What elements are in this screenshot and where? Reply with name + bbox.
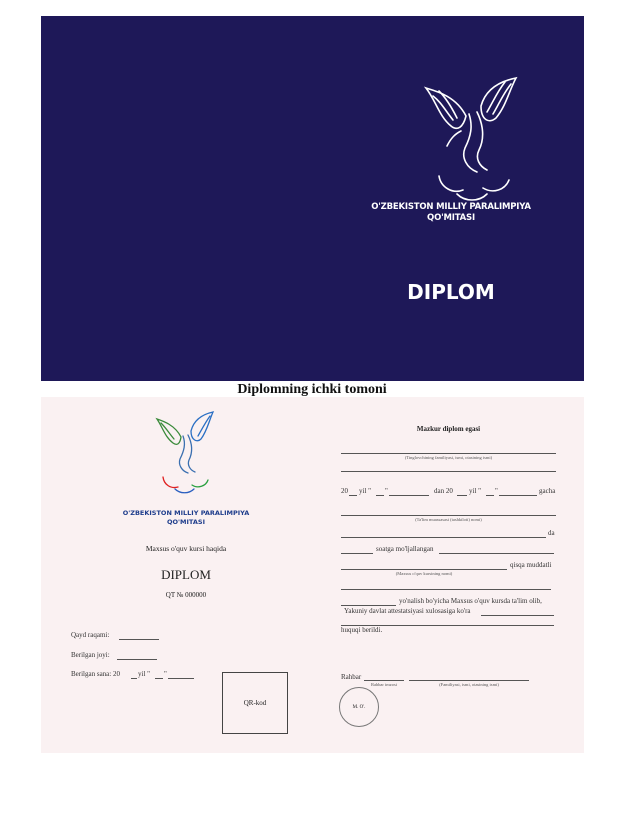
until-label: gacha bbox=[539, 487, 556, 495]
fullname-line bbox=[409, 680, 529, 681]
to-year-line bbox=[457, 495, 467, 496]
from-year-line bbox=[349, 495, 357, 496]
from-year-prefix: 20 bbox=[341, 487, 348, 495]
seal-circle bbox=[339, 687, 379, 727]
institution-line bbox=[341, 515, 556, 516]
inner-caption: Diplomning ichki tomoni bbox=[237, 382, 387, 397]
from-month-line bbox=[389, 495, 429, 496]
final-label: Yakuniy davlat attestatsiyasi xulosasiga ko'ra bbox=[344, 607, 471, 615]
name-hint: (Tinglovchining familiyasi, ismi, otasining ismi) bbox=[404, 455, 493, 460]
reg-number-line bbox=[119, 639, 159, 640]
date-label: Berilgan sana: 20 bbox=[71, 670, 120, 678]
inner-org-line1: O'ZBEKISTON MILLIY PARALIMPIYA bbox=[122, 509, 250, 517]
inner-organization-name bbox=[121, 509, 251, 527]
to-month-line bbox=[499, 495, 537, 496]
from-year-word: yil " bbox=[359, 487, 371, 495]
granted-label: huquqi berildi. bbox=[341, 626, 383, 634]
name-line bbox=[341, 453, 556, 454]
to-quote: " bbox=[495, 487, 498, 495]
head-label: Rahbar bbox=[341, 673, 362, 681]
inner-org-line2: QO'MITASI bbox=[167, 518, 205, 526]
cover-title: DIPLOM bbox=[407, 280, 495, 304]
diploma-cover bbox=[41, 16, 584, 381]
paralympic-phoenix-logo-icon bbox=[421, 76, 521, 206]
institution-line-2 bbox=[341, 537, 546, 538]
date-quote: " bbox=[164, 670, 167, 678]
to-year-prefix: dan 20 bbox=[434, 487, 453, 495]
qr-code-box bbox=[222, 672, 288, 734]
paralympic-phoenix-logo-color-icon bbox=[153, 411, 217, 497]
name-line-2 bbox=[341, 471, 556, 472]
course-label: Maxsus o'quv kursi haqida bbox=[145, 544, 227, 553]
to-day-line bbox=[486, 495, 494, 496]
hours-line bbox=[341, 553, 373, 554]
cover-organization-name bbox=[371, 202, 531, 224]
hours-label: soatga mo'ljallangan bbox=[376, 545, 434, 553]
signature-line bbox=[364, 680, 404, 681]
to-year-word: yil " bbox=[469, 487, 481, 495]
place-label: Berilgan joyi: bbox=[71, 651, 110, 659]
date-year-word: yil " bbox=[138, 670, 150, 678]
final-line bbox=[481, 615, 554, 616]
course-name-line-2 bbox=[341, 589, 551, 590]
institution-hint: (Ta'lim muassasasi (tashkiloti) nomi) bbox=[415, 517, 482, 522]
short-term-label: qisqa muddatli bbox=[510, 561, 552, 569]
date-month-line bbox=[168, 678, 194, 679]
course-hint: (Maxsus o'quv kursining nomi) bbox=[395, 571, 453, 576]
direction-label: yo'nalish bo'yicha Maxsus o'quv kursda ta'lim olib, bbox=[399, 597, 542, 605]
date-year-line bbox=[131, 678, 137, 679]
from-quote: " bbox=[385, 487, 388, 495]
from-day-line bbox=[376, 495, 384, 496]
reg-number-label: Qayd raqami: bbox=[71, 631, 110, 639]
course-name-line bbox=[341, 569, 507, 570]
diploma-number: QT № 000000 bbox=[165, 591, 207, 599]
cover-org-line1: O'ZBEKISTON MILLIY PARALIMPIYA bbox=[371, 202, 531, 212]
owner-title: Mazkur diplom egasi bbox=[416, 425, 481, 433]
diploma-inner-spread bbox=[41, 397, 584, 753]
qr-label: QR-kod bbox=[243, 699, 267, 707]
seal-label: M. O'. bbox=[352, 704, 366, 710]
inner-title: DIPLOM bbox=[161, 567, 211, 582]
direction-line bbox=[341, 605, 396, 606]
place-line bbox=[117, 659, 157, 660]
hours-rest-line bbox=[439, 553, 554, 554]
date-day-line bbox=[155, 678, 163, 679]
cover-org-line2: QO'MITASI bbox=[427, 213, 475, 223]
signature-hint: Rahbar imzosi bbox=[370, 682, 398, 687]
fullname-hint: (Familiyasi, ismi, otasining ismi) bbox=[439, 682, 499, 687]
da-suffix: da bbox=[548, 529, 555, 537]
